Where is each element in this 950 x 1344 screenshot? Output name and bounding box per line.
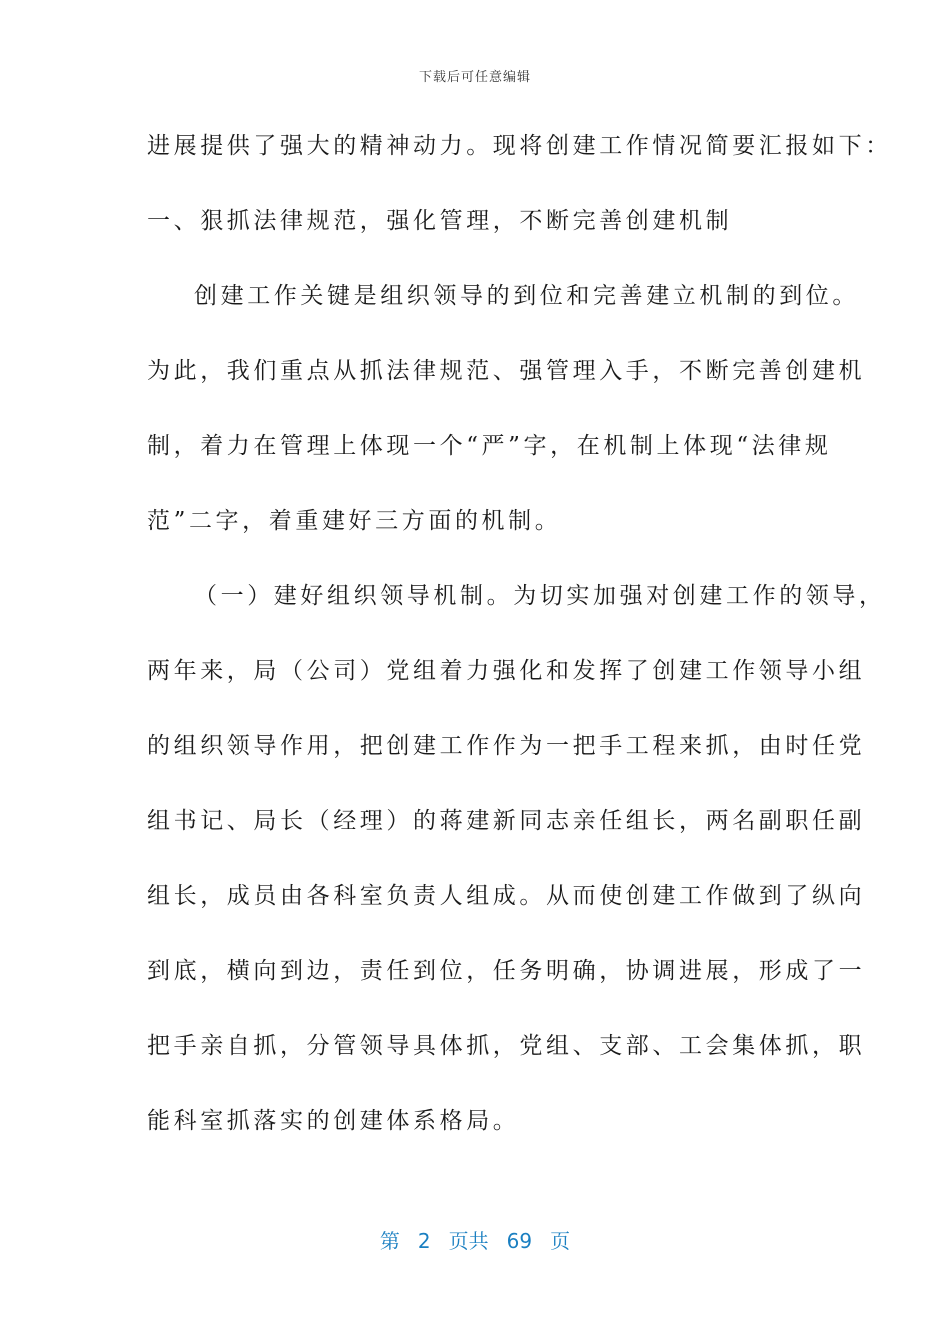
- body-line: 制，着力在管理上体现一个“严”字，在机制上体现“法律规: [147, 433, 832, 459]
- page-footer: [0, 1225, 950, 1254]
- body-line: 的组织领导作用，把创建工作作为一把手工程来抓，由时任党: [147, 733, 866, 759]
- body-line: 两年来，局（公司）党组着力强化和发挥了创建工作领导小组: [147, 658, 866, 684]
- body-line: 创建工作关键是组织领导的到位和完善建立机制的到位。: [194, 283, 859, 309]
- page-number: 2: [417, 1229, 431, 1253]
- body-line: 把手亲自抓，分管领导具体抓，党组、支部、工会集体抓，职: [147, 1033, 866, 1059]
- body-line: 能科室抓落实的创建体系格局。: [147, 1108, 520, 1134]
- document-body: [147, 128, 892, 1178]
- subsection-line: （一）建好组织领导机制。为切实加强对创建工作的领导，: [194, 583, 886, 609]
- body-line: 范”二字，着重建好三方面的机制。: [147, 508, 562, 534]
- page-mid: 页共: [448, 1229, 489, 1253]
- page-header-watermark: 下载后可任意编辑: [418, 70, 531, 85]
- page-total: 69: [506, 1229, 533, 1253]
- body-line: 组长，成员由各科室负责人组成。从而使创建工作做到了纵向: [147, 883, 866, 909]
- section-heading: 一、狠抓法律规范，强化管理，不断完善创建机制: [147, 208, 733, 234]
- body-line: 进展提供了强大的精神动力。现将创建工作情况简要汇报如下：: [147, 133, 892, 159]
- page-prefix: 第: [379, 1229, 400, 1253]
- page-suffix: 页: [550, 1229, 571, 1253]
- body-line: 到底，横向到边，责任到位，任务明确，协调进展，形成了一: [147, 958, 866, 984]
- body-line: 为此，我们重点从抓法律规范、强管理入手，不断完善创建机: [147, 358, 866, 384]
- body-line: 组书记、局长（经理）的蒋建新同志亲任组长，两名副职任副: [147, 808, 866, 834]
